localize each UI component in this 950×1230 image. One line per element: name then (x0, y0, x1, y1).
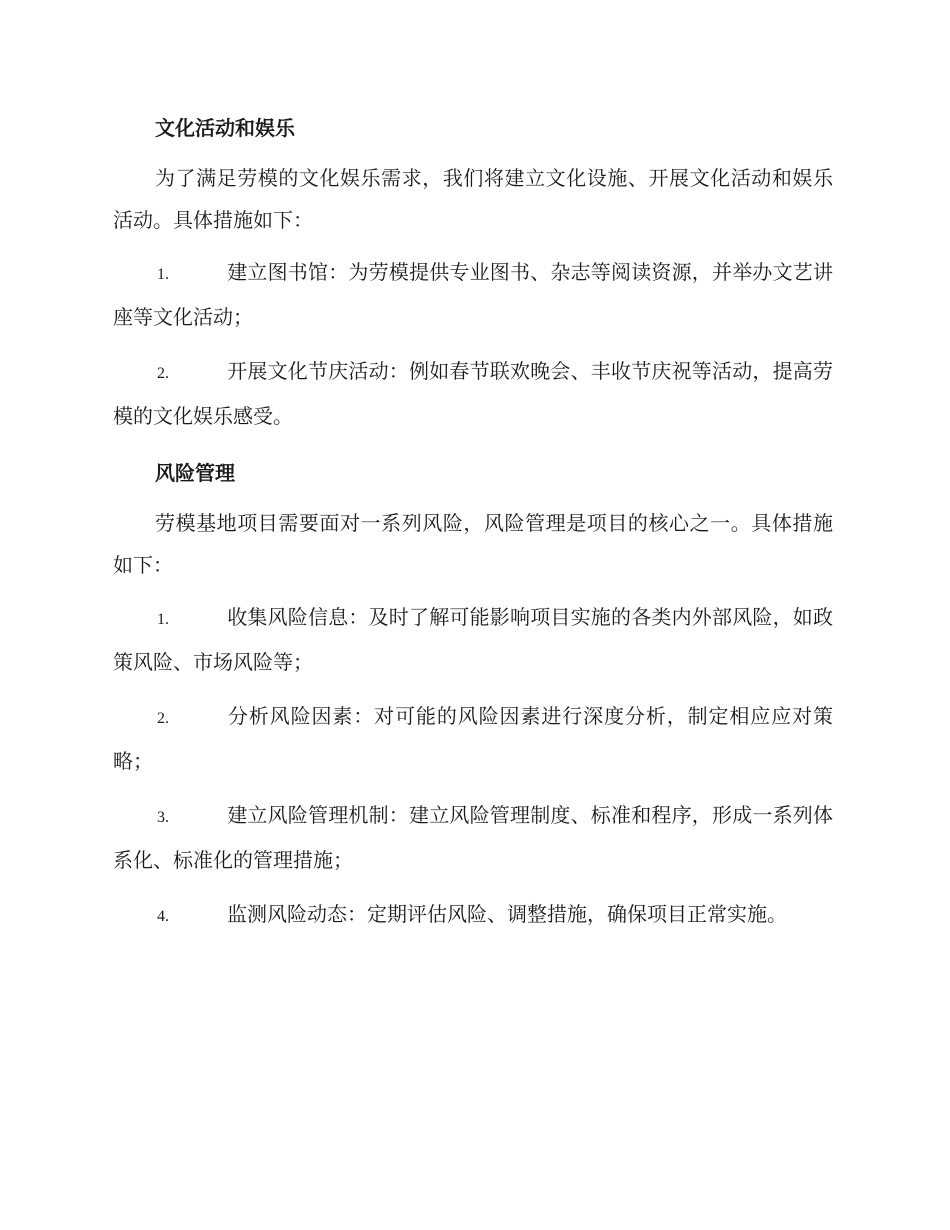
section-culture (113, 108, 833, 437)
list-item (113, 251, 833, 338)
list-number: 2. (157, 365, 169, 382)
list-item (113, 893, 833, 938)
document-page (113, 108, 833, 950)
list-text: 建立图书馆：为劳模提供专业图书、杂志等阅读资源，并举办文艺讲座等文化活动； (113, 260, 833, 329)
section-intro: 为了满足劳模的文化娱乐需求，我们将建立文化设施、开展文化活动和娱乐活动。具体措施如下： (113, 166, 833, 232)
list-text: 收集风险信息：及时了解可能影响项目实施的各类内外部风险，如政策风险、市场风险等； (113, 605, 833, 674)
list-number: 1. (157, 611, 169, 628)
list-number: 3. (157, 809, 169, 826)
list-item (113, 596, 833, 683)
list-item (113, 350, 833, 437)
section-heading: 风险管理 (155, 461, 235, 485)
list-text: 监测风险动态：定期评估风险、调整措施，确保项目正常实施。 (227, 902, 787, 926)
list-text: 分析风险因素：对可能的风险因素进行深度分析，制定相应应对策略； (113, 704, 833, 773)
section-risk (113, 453, 833, 938)
section-intro: 劳模基地项目需要面对一系列风险，风险管理是项目的核心之一。具体措施如下： (113, 511, 833, 577)
list-number: 2. (157, 710, 169, 727)
list-number: 1. (157, 266, 169, 283)
list-item (113, 794, 833, 881)
list-number: 4. (157, 908, 169, 925)
list-item (113, 695, 833, 782)
section-heading: 文化活动和娱乐 (155, 116, 295, 140)
list-text: 建立风险管理机制：建立风险管理制度、标准和程序，形成一系列体系化、标准化的管理措施； (113, 803, 833, 872)
list-text: 开展文化节庆活动：例如春节联欢晚会、丰收节庆祝等活动，提高劳模的文化娱乐感受。 (113, 359, 833, 428)
